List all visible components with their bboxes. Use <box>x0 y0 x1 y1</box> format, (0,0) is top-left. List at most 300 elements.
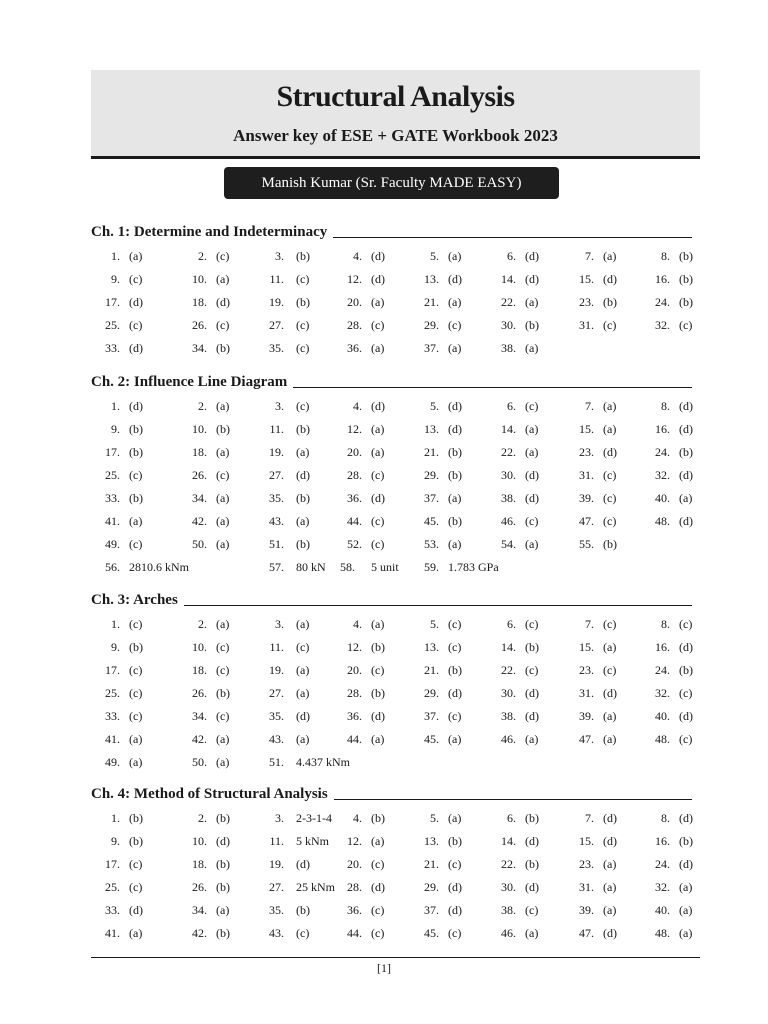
answer-value: (a) <box>296 732 310 746</box>
answer-value: (d) <box>679 811 693 825</box>
answer-value: (a) <box>603 709 617 723</box>
question-number: 11. <box>269 640 284 654</box>
question-number: 31. <box>579 318 594 332</box>
question-number: 45. <box>424 514 439 528</box>
question-number: 2. <box>198 811 207 825</box>
question-number: 41. <box>105 732 120 746</box>
answer-value: (b) <box>603 295 617 309</box>
answer-value: (a) <box>603 399 617 413</box>
answer-value: (b) <box>448 445 462 459</box>
answer-value: (c) <box>216 663 230 677</box>
question-number: 23. <box>579 295 594 309</box>
answer-value: (c) <box>603 514 617 528</box>
question-number: 4. <box>353 399 362 413</box>
question-number: 15. <box>579 422 594 436</box>
question-number: 28. <box>347 686 362 700</box>
answer-value: (a) <box>603 422 617 436</box>
question-number: 47. <box>579 732 594 746</box>
answer-value: (b) <box>296 295 310 309</box>
question-number: 20. <box>347 663 362 677</box>
answer-row <box>0 535 768 553</box>
answer-value: (b) <box>679 445 693 459</box>
question-number: 26. <box>192 686 207 700</box>
question-number: 15. <box>579 272 594 286</box>
question-number: 34. <box>192 341 207 355</box>
question-number: 16. <box>655 422 670 436</box>
question-number: 13. <box>424 272 439 286</box>
answer-value: (c) <box>296 272 310 286</box>
question-number: 35. <box>269 341 284 355</box>
question-number: 37. <box>424 903 439 917</box>
question-number: 14. <box>501 272 516 286</box>
question-number: 22. <box>501 295 516 309</box>
answer-row <box>0 466 768 484</box>
question-number: 22. <box>501 663 516 677</box>
answer-value: (d) <box>679 468 693 482</box>
answer-value: (b) <box>371 686 385 700</box>
answer-row <box>0 270 768 288</box>
question-number: 20. <box>347 857 362 871</box>
question-number: 29. <box>424 880 439 894</box>
answer-row <box>0 753 768 771</box>
answer-value: (a) <box>371 732 385 746</box>
question-number: 15. <box>579 640 594 654</box>
question-number: 26. <box>192 318 207 332</box>
question-number: 41. <box>105 926 120 940</box>
question-number: 25. <box>105 318 120 332</box>
question-number: 1. <box>111 617 120 631</box>
answer-value: (a) <box>216 445 230 459</box>
answer-value: (d) <box>603 811 617 825</box>
answer-value: (d) <box>679 857 693 871</box>
question-number: 32. <box>655 686 670 700</box>
question-number: 41. <box>105 514 120 528</box>
answer-value: (d) <box>296 709 310 723</box>
answer-value: (c) <box>371 537 385 551</box>
answer-value: (d) <box>525 686 539 700</box>
answer-value: (d) <box>448 399 462 413</box>
question-number: 56. <box>105 560 120 574</box>
question-number: 14. <box>501 640 516 654</box>
answer-value: (b) <box>448 514 462 528</box>
question-number: 46. <box>501 514 516 528</box>
question-number: 40. <box>655 709 670 723</box>
answer-value: (b) <box>679 295 693 309</box>
answer-value: (c) <box>371 663 385 677</box>
question-number: 7. <box>585 399 594 413</box>
answer-value: (b) <box>216 857 230 871</box>
question-number: 12. <box>347 640 362 654</box>
answer-value: (b) <box>296 491 310 505</box>
question-number: 24. <box>655 295 670 309</box>
question-number: 8. <box>661 811 670 825</box>
question-number: 29. <box>424 686 439 700</box>
question-number: 9. <box>111 272 120 286</box>
answer-value: (a) <box>448 537 462 551</box>
answer-value: (c) <box>371 857 385 871</box>
answer-value: (d) <box>129 903 143 917</box>
question-number: 19. <box>269 295 284 309</box>
question-number: 19. <box>269 857 284 871</box>
question-number: 38. <box>501 491 516 505</box>
answer-value: (c) <box>603 491 617 505</box>
answer-value: (d) <box>525 272 539 286</box>
answer-value: (d) <box>371 880 385 894</box>
answer-value: (a) <box>448 811 462 825</box>
answer-value: (a) <box>603 640 617 654</box>
answer-value: (c) <box>129 880 143 894</box>
answer-value: (a) <box>525 926 539 940</box>
question-number: 33. <box>105 341 120 355</box>
answer-value: (c) <box>296 399 310 413</box>
question-number: 18. <box>192 445 207 459</box>
answer-value: (b) <box>129 422 143 436</box>
question-number: 17. <box>105 445 120 459</box>
question-number: 27. <box>269 468 284 482</box>
question-number: 39. <box>579 709 594 723</box>
question-number: 27. <box>269 318 284 332</box>
answer-value: (a) <box>603 249 617 263</box>
answer-value: (c) <box>679 686 693 700</box>
answer-value: (b) <box>679 272 693 286</box>
question-number: 36. <box>347 709 362 723</box>
answer-value: (c) <box>448 709 462 723</box>
answer-value: (c) <box>448 926 462 940</box>
answer-value: (b) <box>296 537 310 551</box>
question-number: 16. <box>655 640 670 654</box>
question-number: 18. <box>192 295 207 309</box>
question-number: 3. <box>275 811 284 825</box>
answer-value: (c) <box>216 249 230 263</box>
chapter-title: Ch. 4: Method of Structural Analysis <box>91 786 328 802</box>
question-number: 31. <box>579 686 594 700</box>
answer-value: (d) <box>525 834 539 848</box>
question-number: 30. <box>501 468 516 482</box>
question-number: 27. <box>269 880 284 894</box>
question-number: 31. <box>579 880 594 894</box>
answer-row-numeric <box>0 558 768 576</box>
question-number: 43. <box>269 514 284 528</box>
question-number: 2. <box>198 617 207 631</box>
answer-value: (a) <box>371 617 385 631</box>
answer-value: (b) <box>129 445 143 459</box>
answer-value: (c) <box>129 468 143 482</box>
question-number: 36. <box>347 341 362 355</box>
page-subtitle: Answer key of ESE + GATE Workbook 2023 <box>233 126 558 145</box>
question-number: 51. <box>269 755 284 769</box>
answer-value: (a) <box>296 514 310 528</box>
answer-value: (a) <box>525 445 539 459</box>
answer-value: (c) <box>371 468 385 482</box>
heading-rule <box>184 605 692 606</box>
answer-value: (c) <box>371 903 385 917</box>
answer-value: (c) <box>371 926 385 940</box>
answer-value: (a) <box>129 249 143 263</box>
answer-value: (a) <box>216 617 230 631</box>
chapter-heading <box>91 589 692 609</box>
question-number: 58. <box>340 560 355 574</box>
chapter-heading <box>91 371 692 391</box>
question-number: 57. <box>269 560 284 574</box>
answer-value: (b) <box>603 537 617 551</box>
question-number: 25. <box>105 686 120 700</box>
answer-value: (a) <box>603 732 617 746</box>
question-number: 49. <box>105 755 120 769</box>
answer-value: (c) <box>216 318 230 332</box>
question-number: 12. <box>347 422 362 436</box>
answer-row <box>0 397 768 415</box>
question-number: 42. <box>192 732 207 746</box>
question-number: 47. <box>579 514 594 528</box>
answer-value: (b) <box>216 686 230 700</box>
answer-value: (c) <box>129 272 143 286</box>
answer-value: (c) <box>603 318 617 332</box>
answer-value: (b) <box>216 880 230 894</box>
answer-value: 2810.6 kNm <box>129 560 189 574</box>
question-number: 4. <box>353 249 362 263</box>
question-number: 40. <box>655 903 670 917</box>
question-number: 21. <box>424 663 439 677</box>
question-number: 43. <box>269 926 284 940</box>
answer-value: (b) <box>525 318 539 332</box>
question-number: 52. <box>347 537 362 551</box>
question-number: 9. <box>111 834 120 848</box>
answer-value: (d) <box>371 272 385 286</box>
question-number: 13. <box>424 422 439 436</box>
question-number: 5. <box>430 617 439 631</box>
answer-value: (d) <box>525 491 539 505</box>
answer-value: (d) <box>603 926 617 940</box>
answer-value: (c) <box>448 640 462 654</box>
question-number: 24. <box>655 663 670 677</box>
header-banner <box>91 70 700 159</box>
question-number: 46. <box>501 926 516 940</box>
answer-value: (c) <box>525 617 539 631</box>
answer-value: (a) <box>216 272 230 286</box>
answer-value: (c) <box>296 640 310 654</box>
answer-row <box>0 443 768 461</box>
answer-value: (a) <box>679 880 693 894</box>
answer-value: 5 kNm <box>296 834 329 848</box>
answer-value: (c) <box>525 663 539 677</box>
answer-value: (c) <box>525 399 539 413</box>
footer-divider <box>91 957 700 958</box>
chapter-heading <box>91 783 692 803</box>
question-number: 50. <box>192 755 207 769</box>
answer-value: (a) <box>129 514 143 528</box>
answer-value: (a) <box>216 514 230 528</box>
question-number: 44. <box>347 732 362 746</box>
answer-value: (d) <box>603 445 617 459</box>
answer-value: (d) <box>371 249 385 263</box>
answer-value: (a) <box>129 755 143 769</box>
answer-value: (a) <box>371 834 385 848</box>
question-number: 7. <box>585 249 594 263</box>
answer-row <box>0 924 768 942</box>
author-badge: Manish Kumar (Sr. Faculty MADE EASY) <box>224 167 559 199</box>
answer-value: (b) <box>679 663 693 677</box>
answer-value: (b) <box>296 903 310 917</box>
answer-row <box>0 615 768 633</box>
answer-value: (d) <box>679 640 693 654</box>
answer-row <box>0 707 768 725</box>
question-number: 40. <box>655 491 670 505</box>
answer-value: (c) <box>129 663 143 677</box>
question-number: 2. <box>198 249 207 263</box>
answer-row <box>0 832 768 850</box>
answer-value: (a) <box>296 445 310 459</box>
question-number: 44. <box>347 926 362 940</box>
answer-value: (a) <box>448 341 462 355</box>
answer-value: (a) <box>525 341 539 355</box>
answer-value: (b) <box>448 834 462 848</box>
answer-row <box>0 809 768 827</box>
page-number: [1] <box>377 961 391 975</box>
answer-value: 80 kN <box>296 560 326 574</box>
question-number: 5. <box>430 399 439 413</box>
answer-value: (a) <box>371 445 385 459</box>
question-number: 18. <box>192 663 207 677</box>
question-number: 29. <box>424 468 439 482</box>
answer-value: (c) <box>296 318 310 332</box>
question-number: 38. <box>501 903 516 917</box>
question-number: 13. <box>424 640 439 654</box>
answer-value: (a) <box>216 399 230 413</box>
answer-value: (a) <box>296 686 310 700</box>
answer-value: (b) <box>448 663 462 677</box>
answer-value: (c) <box>448 617 462 631</box>
question-number: 13. <box>424 834 439 848</box>
chapter-title: Ch. 2: Influence Line Diagram <box>91 374 288 390</box>
answer-value: (d) <box>525 880 539 894</box>
question-number: 7. <box>585 617 594 631</box>
answer-value: (a) <box>525 422 539 436</box>
answer-row <box>0 247 768 265</box>
question-number: 51. <box>269 537 284 551</box>
question-number: 23. <box>579 857 594 871</box>
question-number: 6. <box>507 249 516 263</box>
question-number: 32. <box>655 880 670 894</box>
answer-value: (a) <box>448 491 462 505</box>
answer-value: (d) <box>448 272 462 286</box>
question-number: 30. <box>501 686 516 700</box>
answer-value: (d) <box>525 249 539 263</box>
answer-value: (d) <box>216 295 230 309</box>
question-number: 3. <box>275 617 284 631</box>
answer-value: (c) <box>603 617 617 631</box>
question-number: 18. <box>192 857 207 871</box>
question-number: 47. <box>579 926 594 940</box>
answer-value: (a) <box>216 491 230 505</box>
question-number: 54. <box>501 537 516 551</box>
answer-value: (b) <box>371 811 385 825</box>
answer-value: (b) <box>525 857 539 871</box>
question-number: 10. <box>192 272 207 286</box>
answer-value: (a) <box>525 732 539 746</box>
answer-row <box>0 339 768 357</box>
question-number: 14. <box>501 422 516 436</box>
question-number: 44. <box>347 514 362 528</box>
question-number: 17. <box>105 663 120 677</box>
question-number: 19. <box>269 445 284 459</box>
answer-value: (d) <box>296 857 310 871</box>
heading-rule <box>293 387 692 388</box>
question-number: 8. <box>661 399 670 413</box>
answer-value: (d) <box>216 834 230 848</box>
answer-value: (c) <box>371 514 385 528</box>
answer-value: (a) <box>129 926 143 940</box>
question-number: 35. <box>269 491 284 505</box>
question-number: 9. <box>111 422 120 436</box>
answer-value: (c) <box>679 617 693 631</box>
question-number: 34. <box>192 491 207 505</box>
question-number: 35. <box>269 903 284 917</box>
answer-value: (a) <box>603 880 617 894</box>
question-number: 28. <box>347 880 362 894</box>
answer-value: (c) <box>216 468 230 482</box>
answer-value: (c) <box>603 663 617 677</box>
question-number: 39. <box>579 491 594 505</box>
question-number: 22. <box>501 445 516 459</box>
answer-value: (a) <box>525 537 539 551</box>
answer-value: 4.437 kNm <box>296 755 350 769</box>
question-number: 21. <box>424 295 439 309</box>
answer-value: (b) <box>371 640 385 654</box>
question-number: 22. <box>501 857 516 871</box>
answer-value: (d) <box>448 686 462 700</box>
answer-row <box>0 901 768 919</box>
question-number: 32. <box>655 468 670 482</box>
answer-value: (a) <box>216 537 230 551</box>
question-number: 34. <box>192 903 207 917</box>
answer-value: (a) <box>448 249 462 263</box>
question-number: 37. <box>424 491 439 505</box>
answer-value: (c) <box>448 318 462 332</box>
answer-value: (b) <box>216 811 230 825</box>
question-number: 5. <box>430 249 439 263</box>
answer-value: (d) <box>603 834 617 848</box>
answer-value: (a) <box>371 295 385 309</box>
answer-value: (d) <box>448 880 462 894</box>
answer-value: (b) <box>296 249 310 263</box>
answer-value: (c) <box>371 318 385 332</box>
question-number: 9. <box>111 640 120 654</box>
answer-value: (a) <box>371 341 385 355</box>
question-number: 45. <box>424 732 439 746</box>
question-number: 32. <box>655 318 670 332</box>
question-number: 26. <box>192 468 207 482</box>
question-number: 1. <box>111 399 120 413</box>
question-number: 48. <box>655 514 670 528</box>
answer-value: (d) <box>525 709 539 723</box>
page-title: Structural Analysis <box>276 80 515 113</box>
question-number: 38. <box>501 709 516 723</box>
question-number: 35. <box>269 709 284 723</box>
answer-value: 1.783 GPa <box>448 560 499 574</box>
question-number: 26. <box>192 880 207 894</box>
question-number: 27. <box>269 686 284 700</box>
question-number: 25. <box>105 880 120 894</box>
answer-value: (d) <box>296 468 310 482</box>
question-number: 37. <box>424 709 439 723</box>
question-number: 28. <box>347 318 362 332</box>
heading-rule <box>333 237 692 238</box>
question-number: 48. <box>655 926 670 940</box>
question-number: 48. <box>655 732 670 746</box>
answer-value: (c) <box>603 468 617 482</box>
question-number: 10. <box>192 640 207 654</box>
answer-value: (c) <box>525 514 539 528</box>
